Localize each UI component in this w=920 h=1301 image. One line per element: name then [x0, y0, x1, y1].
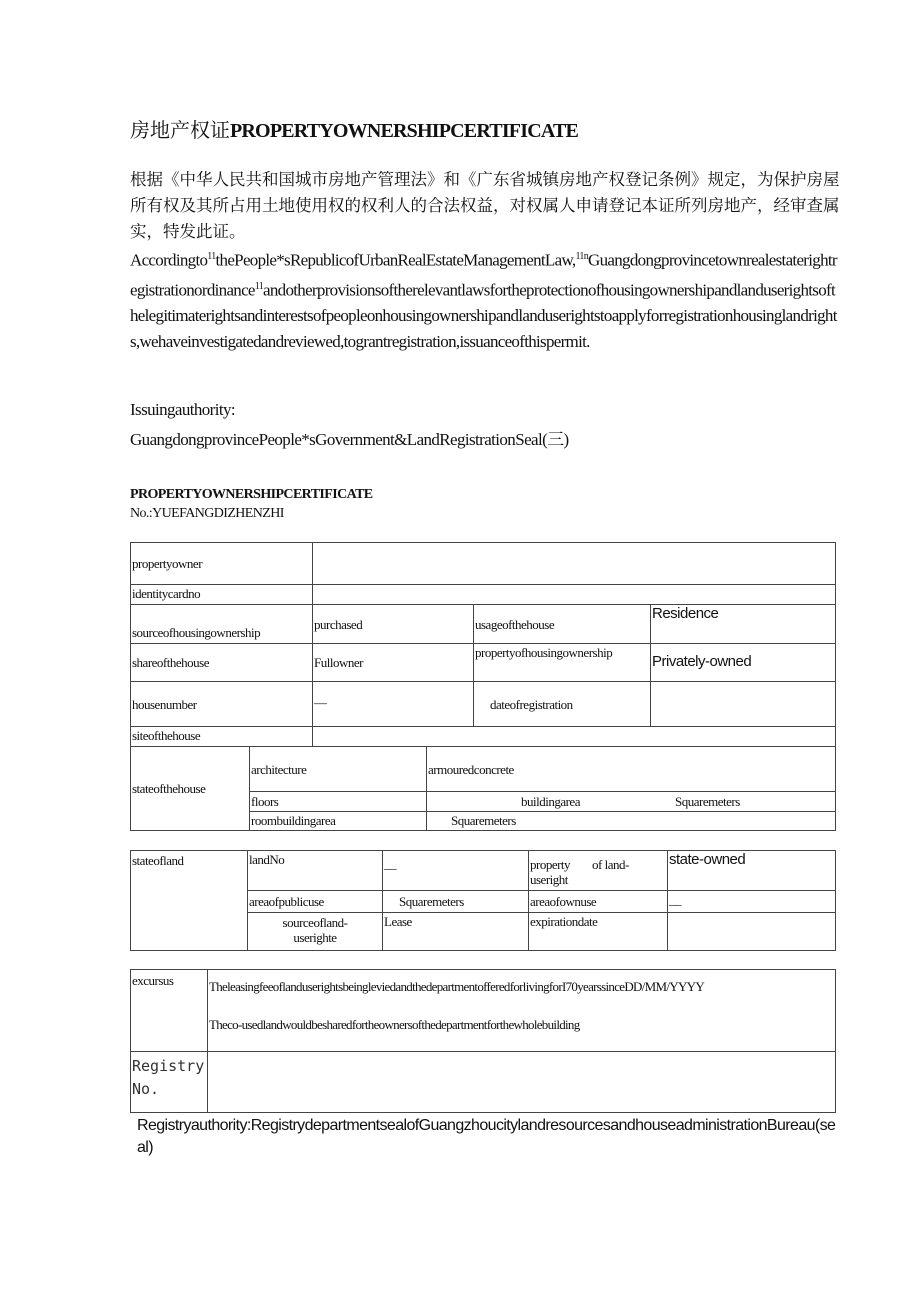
property-owner-value	[312, 542, 836, 585]
property-label: propertyofhousingownership	[473, 643, 651, 682]
land-property-label: property of land-useright	[528, 850, 668, 891]
site-value	[312, 726, 836, 747]
registry-no-label: Registry No.	[130, 1051, 208, 1113]
identity-card-label: identitycardno	[130, 584, 313, 605]
public-use-value: Squaremeters	[382, 890, 529, 913]
building-area-label: buildingarea	[521, 794, 580, 809]
issuing-authority: GuangdongprovincePeople*sGovernment&LandRegistrationSeal(三)	[130, 430, 569, 449]
usage-value: Residence	[650, 604, 836, 644]
site-label: siteofthehouse	[130, 726, 313, 747]
excursus-label: excursus	[130, 969, 208, 1052]
public-use-label: areaofpublicuse	[247, 890, 383, 913]
house-number-label: housenumber	[130, 681, 313, 727]
own-use-label: areaofownuse	[528, 890, 668, 913]
source-value: purchased	[312, 604, 474, 644]
land-source-label: sourceofland-userighte	[247, 912, 383, 951]
page-title	[130, 114, 578, 143]
room-area-unit: Squaremeters	[426, 811, 836, 831]
land-state-label: stateofland	[130, 850, 248, 951]
identity-card-value	[312, 584, 836, 605]
title-en: PROPERTYOWNERSHIPCERTIFICATE	[230, 120, 579, 142]
excursus-content	[207, 969, 836, 1052]
certificate-number: No.:YUEFANGDIZHENZHI	[130, 506, 284, 521]
expiration-label: expirationdate	[528, 912, 668, 951]
own-use-value: __	[667, 890, 836, 913]
date-value[interactable]	[650, 681, 836, 727]
issuing-label: Issuingauthority:	[130, 400, 236, 419]
building-area-unit: Squaremeters	[675, 794, 740, 809]
floors-label: floors	[249, 791, 427, 812]
land-no-value: __	[382, 850, 529, 891]
usage-label: usageofthehouse	[473, 604, 651, 644]
land-no-label: landNo	[247, 850, 383, 891]
architecture-value: armouredconcrete	[426, 746, 836, 792]
title-cn: 房地产权证	[130, 120, 230, 142]
excursus-line-1: TheleasingfeeoflanduserightsbeingleviedandthedepartmentofferedforlivingforI70yearssinceDD/MM/YYYY	[209, 979, 705, 994]
registry-authority: Registryauthority:RegistrydepartmentsealofGuangzhoucitylandresourcesandhouseadministrationBureau(seal)	[137, 1117, 836, 1156]
source-label: sourceofhousingownership	[130, 604, 313, 644]
house-number-value: —	[312, 681, 474, 727]
intro-english: Accordingto$^{11}$thePeople*sRepublicofUrbanRealEstateManagementLaw,$^{11n}$Guangdongprovincetownrealestaterightregistrationordinance$^{11}$andotherprovisionsoftherelevantlawsfortheprotectionofhousingownershipandlanduserightsofthelegitimaterightsandinterestsofpeopleonhousingownershipandlanduserightstoapplyforregistrationhousinglandrights,wehaveinvestigatedandreviewed,tograntregistration,issuanceofthispermit.	[130, 250, 837, 352]
land-property-value: state-owned	[667, 850, 836, 891]
registry-no-value	[207, 1051, 836, 1113]
expiration-value	[667, 912, 836, 951]
land-source-value: Lease	[382, 912, 529, 951]
share-value: Fullowner	[312, 643, 474, 682]
intro-chinese: 根据《中华人民共和国城市房地产管理法》和《广东省城镇房地产权登记条例》规定，为保护房屋所有权及其所占用土地使用权的权利人的合法权益，对权属人申请登记本证所列房地产，经审查属实，特发此证。	[130, 170, 840, 241]
state-label: stateofthehouse	[130, 746, 250, 831]
architecture-label: architecture	[249, 746, 427, 792]
property-value: Privately-owned	[650, 643, 836, 682]
room-area-label: roombuildingarea	[249, 811, 427, 831]
certificate-heading: PROPERTYOWNERSHIPCERTIFICATE	[130, 487, 373, 502]
property-owner-label: propertyowner	[130, 542, 313, 585]
building-area-cell	[426, 791, 836, 812]
date-label: dateofregistration	[473, 681, 651, 727]
excursus-line-2: Theco-usedlandwouldbesharedfortheownersofthedepartmentforthewholebuilding	[209, 1017, 580, 1032]
share-label: shareofthehouse	[130, 643, 313, 682]
